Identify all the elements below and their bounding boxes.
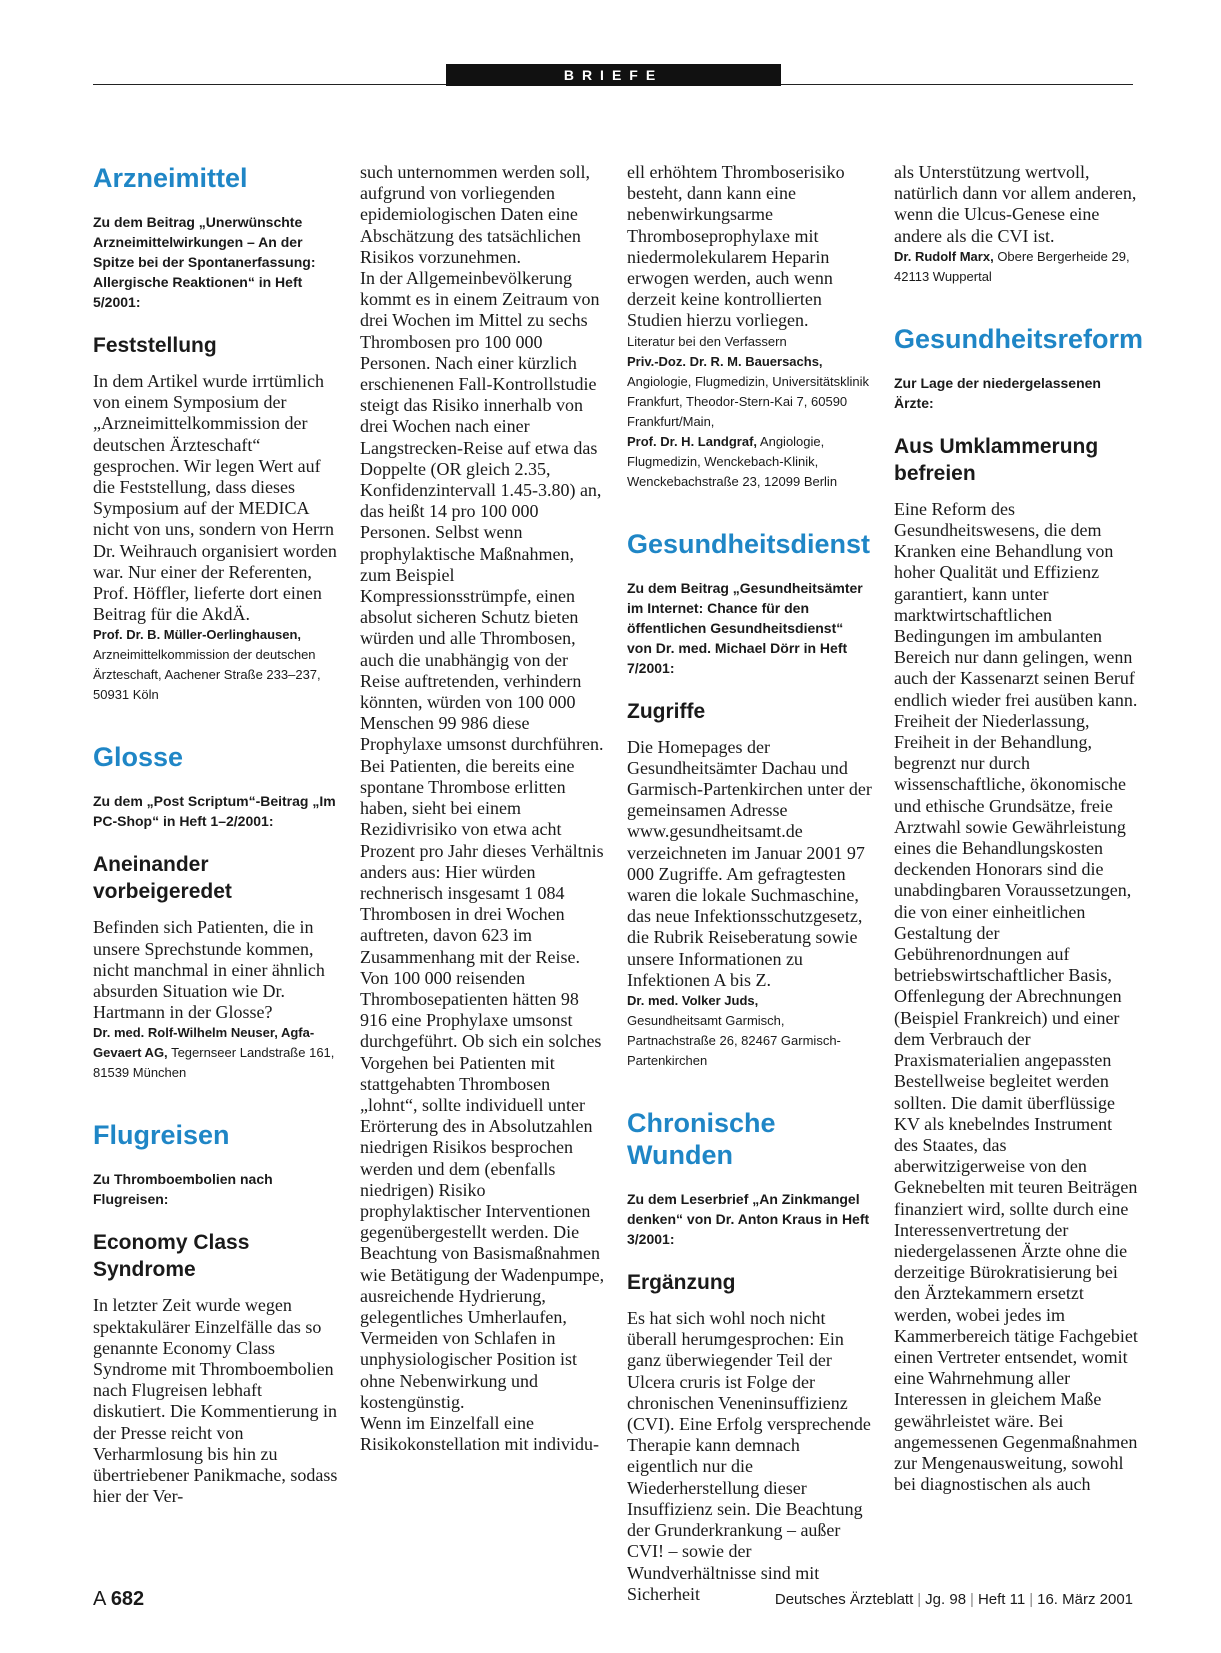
author-name: Dr. Rudolf Marx,: [894, 248, 994, 264]
letter-signature: [93, 1023, 338, 1083]
letter-headline-aneinander-vorbeigeredet: Aneinander vorbeigeredet: [93, 853, 232, 904]
column-4: [894, 162, 1144, 1495]
author-address: Gesundheitsamt Garmisch, Partnachstraße 26, 82467 Garmisch-Partenkirchen: [627, 1013, 841, 1069]
author-name: Dr. med. Volker Juds,: [627, 993, 759, 1009]
author-name: Dr. med. Rolf-Wilhelm Neuser, Agfa-Gevaert AG,: [93, 1025, 315, 1061]
section-title-arzneimittel: Arzneimittel: [93, 163, 248, 193]
letter-headline-feststellung: Feststellung: [93, 334, 217, 357]
author-address: Arzneimittelkommission der deutschen Ärzteschaft, Aachener Straße 233–237, 50931 Köln: [93, 647, 321, 703]
journal-info: [775, 1591, 1133, 1608]
journal-volume: Jg. 98: [925, 1591, 967, 1608]
author-address: Angiologie, Flugmedizin, Wenckebach-Klinik, Wenckebachstraße 23, 12099 Berlin: [627, 433, 838, 489]
letter-body: Eine Reform des Gesundheitswesens, die dem Kranken eine Behandlung von hoher Qualität und Effizienz garantiert, kann unter marktwirtschaftlichen Bedingungen im ambulanten Bereich nur dann gelingen, wenn auch der Kassenarzt seinen Beruf endlich wieder frei ausüben kann. Freiheit der Niederlassung, Freiheit in der Behandlung, begrenzt nur durch wissenschaftliche, ökonomische und ethische Grundsätze, freie Arztwahl sowie Gewährleistung eines die Behandlungskosten deckenden Honorars sind die unabdingbaren Voraussetzungen, die von einer einheitlichen Gestaltung der Gebührenordnungen auf betriebswirtschaftlicher Basis, Offenlegung der Abrechnungen (Beispiel Frankreich) und einer dem Verbrauch der Praxismaterialien angepassten Bestellweise begleitet werden sollten. Die damit überflüssige KV als knebelndes Instrument des Staates, das aberwitzigerweise von den Geknebelten mit teuren Beiträgen finanziert wird, sollte durch eine Interessenvertretung der niedergelassenen Ärzte ohne die derzeitige Bürokratisierung bei den Ärztekammern ersetzt werden, wobei jedes im Kammerbereich tätige Fachgebiet einen Vertreter entsendet, womit eine Wahrnehmung aller Interessen in gleichem Maße gewährleistet wäre. Bei angemessenen Gegenmaßnahmen zur Mengenausweitung, sowohl bei diagnostischen als auch: [894, 498, 1138, 1495]
journal-date: 16. März 2001: [1037, 1591, 1133, 1608]
letter-headline-aus-umklammerung-befreien: Aus Umklammerung befreien: [894, 434, 1099, 485]
letter-reference: Zu Thromboembolien nach Flugreisen:: [93, 1171, 273, 1208]
section-title-chronische-wunden: Chronische Wunden: [627, 1108, 776, 1171]
literature-note: Literatur bei den Verfassern: [627, 333, 787, 349]
letter-signature: [627, 352, 872, 432]
letter-body: Die Homepages der Gesundheitsämter Dachau und Garmisch-Partenkirchen unter der gemeinsamen Adresse www.gesundheitsamt.de verzeichneten im Januar 2001 97 000 Zugriffe. Am gefragtesten waren die lokale Suchmaschine, das neue Infektionsschutzgesetz, die Rubrik Reiseberatung sowie unsere Informationen zu Infektionen A bis Z.: [627, 736, 872, 990]
separator: |: [917, 1591, 922, 1608]
author-name: Priv.-Doz. Dr. R. M. Bauersachs,: [627, 353, 823, 369]
page-number-value: 682: [110, 1588, 145, 1610]
letter-body: als Unterstützung wertvoll, natürlich dann vor allem anderen, wenn die Ulcus-Genese eine andere als die CVI ist.: [894, 162, 1137, 246]
letter-body: In dem Artikel wurde irrtümlich von einem Symposium der „Arzneimittelkommission der deutschen Ärzteschaft“ gesprochen. Wir legen Wert auf die Feststellung, dass dieses Symposium auf der MEDICA nicht von uns, sondern von Herrn Dr. Weihrauch organisiert worden war. Nur einer der Referenten, Prof. Höffler, lieferte dort einen Beitrag für die AkdÄ.: [93, 371, 337, 625]
letter-body: Es hat sich wohl noch nicht überall herumgesprochen: Ein ganz überwiegender Teil der Ulcera cruris ist Folge der chronischen Veneninsuffizienz (CVI). Eine Erfolg versprechende Therapie kann demnach eigentlich nur die Wiederherstellung dieser Insuffizienz sein. Die Beachtung der Grunderkrankung – außer CVI! – sowie der Wundverhältnisse sind mit Sicherheit: [627, 1308, 871, 1604]
letter-signature: [627, 432, 872, 492]
letter-reference: Zu dem Beitrag „Unerwünschte Arzneimittelwirkungen – An der Spitze bei der Spontanerfassung: Allergische Reaktionen“ in Heft 5/2001:: [93, 214, 316, 310]
separator: |: [970, 1591, 974, 1608]
column-2: [360, 162, 605, 1455]
column-3: [627, 162, 872, 1605]
journal-issue: Heft 11: [977, 1591, 1026, 1608]
author-address: Tegernseer Landstraße 161, 81539 München: [93, 1045, 335, 1081]
letter-reference: Zur Lage der niedergelassenen Ärzte:: [894, 374, 1101, 411]
letter-body: In letzter Zeit wurde wegen spektakulärer Einzelfälle das so genannte Economy Class Syndrome mit Thromboembolien nach Flugreisen lebhaft diskutiert. Die Kommentierung in der Presse reicht von Verharmlosung bis hin zu übertriebener Panikmache, sodass hier der Ver-: [93, 1295, 338, 1507]
letter-reference: Zu dem Leserbrief „An Zinkmangel denken“ von Dr. Anton Kraus in Heft 3/2001:: [627, 1191, 870, 1248]
section-title-gesundheitsreform: Gesundheitsreform: [894, 323, 1144, 354]
letter-reference: Zu dem „Post Scriptum“-Beitrag „Im PC-Shop“ in Heft 1–2/2001:: [93, 793, 336, 830]
letter-body: such unternommen werden soll, aufgrund von vorliegenden epidemiologischen Daten eine Abschätzung des tatsächlichen Risikos vorzunehmen.: [360, 162, 590, 267]
author-address: Angiologie, Flugmedizin, Universitätsklinik Frankfurt, Theodor-Stern-Kai 7, 60590 Frankfurt/Main,: [627, 373, 870, 429]
letter-headline-economy-class-syndrome: Economy Class Syndrome: [93, 1231, 250, 1282]
letter-reference: Zu dem Beitrag „Gesundheitsämter im Internet: Chance für den öffentlichen Gesundheitsdienst“ von Dr. med. Michael Dörr in Heft 7/2001:: [627, 579, 863, 676]
page-prefix: A: [93, 1588, 106, 1610]
section-title-gesundheitsdienst: Gesundheitsdienst: [627, 528, 871, 559]
letter-headline-zugriffe: Zugriffe: [627, 699, 706, 723]
letter-signature: [93, 625, 338, 705]
page-number: [93, 1588, 144, 1611]
section-title-flugreisen: Flugreisen: [93, 1120, 230, 1151]
letter-signature: [894, 247, 1139, 287]
letter-body: In der Allgemeinbevölkerung kommt es in einem Zeitraum von drei Wochen im Mittel zu sechs Thrombosen pro 100 000 Personen. Nach einer kürzlich erschienenen Fall-Kontrollstudie steigt das Risiko innerhalb von drei Wochen nach einer Langstrecken-Reise auf etwa das Doppelte (OR gleich 2.35, Konfidenzintervall 1.45-3.80) an, das heißt 14 pro 100 000 Personen. Selbst wenn prophylaktische Maßnahmen, zum Beispiel Kompressionsstrümpfe, einen absolut sicheren Schutz bieten würden und alle Thrombosen, auch die unabhängig von der Reise auftretenden, verhindern könnten, würden von 100 000 Menschen 99 986 diese Prophylaxe umsonst durchführen. Bei Patienten, die bereits eine spontane Thrombose erlitten haben, sieht bei einem Rezidivrisiko von etwa acht Prozent pro Jahr dieses Verhältnis anders aus: Hier würden rechnerisch insgesamt 1 084 Thrombosen in drei Wochen auftreten, davon 623 im Zusammenhang mit der Reise. Von 100 000 reisenden Thrombosepatienten hätten 98 916 eine Prophylaxe umsonst durchgeführt. Ob sich ein solches Vorgehen bei Patienten mit stattgehabten Thrombosen „lohnt“, sollte individuell unter Erörterung des in Absolutzahlen niedrigen Risikos besprochen werden und dem (ebenfalls niedrigen) Risiko prophylaktischer Interventionen gegenübergestellt werden. Die Beachtung von Basismaßnahmen wie Betätigung der Wadenpumpe, ausreichende Hydrierung, gelegentliches Umherlaufen, Vermeiden von Schlafen in unphysiologischer Position ist ohne Nebenwirkung und kostengünstig.: [360, 268, 605, 1412]
author-name: Prof. Dr. B. Müller-Oerlinghausen,: [93, 627, 302, 643]
section-title-glosse: Glosse: [93, 742, 184, 773]
section-label: BRIEFE: [446, 64, 781, 86]
separator: |: [1029, 1591, 1034, 1608]
letter-body: ell erhöhtem Thromboserisiko besteht, dann kann eine nebenwirkungsarme Thromboseprophylaxe mit niedermolekularem Heparin erwogen werden, auch wenn derzeit keine kontrollierten Studien hierzu vorliegen.: [627, 162, 845, 331]
author-address: Obere Bergerheide 29, 42113 Wuppertal: [894, 248, 1130, 284]
letter-body: Befinden sich Patienten, die in unsere Sprechstunde kommen, nicht manchmal in einer ähnlich absurden Situation wie Dr. Hartmann in der Glosse?: [93, 917, 325, 1023]
author-name: Prof. Dr. H. Landgraf,: [627, 433, 758, 449]
journal-name: Deutsches Ärzteblatt: [774, 1591, 914, 1608]
letter-signature: [627, 991, 872, 1071]
column-1: [93, 162, 338, 1507]
letter-headline-ergaenzung: Ergänzung: [627, 1271, 736, 1295]
letter-body: Wenn im Einzelfall eine Risikokonstellation mit individu-: [360, 1412, 600, 1455]
